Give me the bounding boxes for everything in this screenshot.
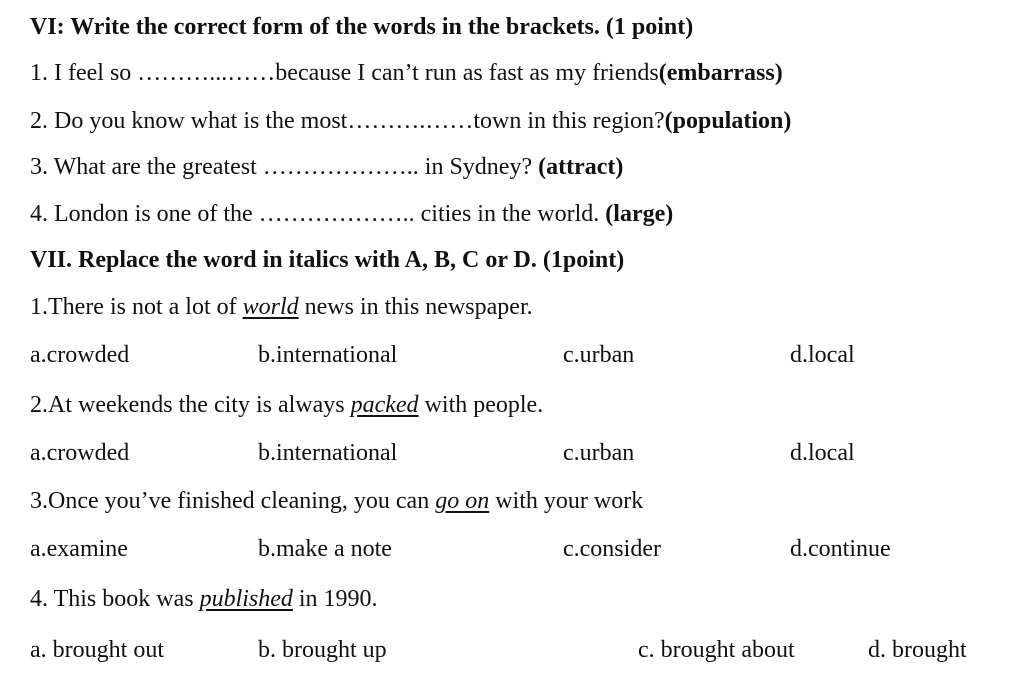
section-6-item-4: 4. London is one of the ……………….. cities in the world. (large) bbox=[30, 201, 674, 227]
option-d: d.local bbox=[790, 342, 855, 368]
option-b: b.international bbox=[258, 440, 398, 466]
italic-word: go on bbox=[435, 488, 490, 514]
option-d: d. brought bbox=[868, 637, 967, 663]
italic-word: packed bbox=[350, 392, 419, 418]
question-3: 3.Once you’ve finished cleaning, you can go on with your work bbox=[30, 488, 644, 514]
option-c: c. brought about bbox=[638, 637, 795, 663]
section-6-item-3: 3. What are the greatest ……………….. in Sydney? (attract) bbox=[30, 154, 624, 180]
option-d: d.local bbox=[790, 440, 855, 466]
word-hint: (embarrass) bbox=[658, 60, 783, 86]
word-hint: (population) bbox=[664, 108, 792, 134]
question-3-options bbox=[0, 534, 1024, 564]
section-7-heading: VII. Replace the word in italics with A, B, C or D. (1point) bbox=[30, 247, 625, 273]
option-a: a.examine bbox=[30, 536, 128, 562]
word-hint: (attract) bbox=[538, 154, 624, 180]
option-b: b. brought up bbox=[258, 637, 387, 663]
answer-blank: ……………….. bbox=[262, 154, 419, 180]
question-2-options bbox=[0, 438, 1024, 468]
option-a: a.crowded bbox=[30, 342, 130, 368]
question-2: 2.At weekends the city is always packed with people. bbox=[30, 392, 544, 418]
option-c: c.urban bbox=[563, 342, 635, 368]
option-b: b.international bbox=[258, 342, 398, 368]
section-6-item-2: 2. Do you know what is the most……….……town in this region?(population) bbox=[30, 108, 792, 134]
option-b: b.make a note bbox=[258, 536, 392, 562]
option-c: c.consider bbox=[563, 536, 661, 562]
question-1-options bbox=[0, 340, 1024, 370]
option-d: d.continue bbox=[790, 536, 891, 562]
italic-word: published bbox=[199, 586, 293, 612]
option-c: c.urban bbox=[563, 440, 635, 466]
italic-word: world bbox=[242, 294, 299, 320]
word-hint: (large) bbox=[605, 201, 674, 227]
section-6-heading: VI: Write the correct form of the words in the brackets. (1 point) bbox=[30, 14, 694, 40]
question-1: 1.There is not a lot of world news in this newspaper. bbox=[30, 294, 533, 320]
answer-blank: ……………….. bbox=[258, 201, 415, 227]
answer-blank: ……….…… bbox=[347, 108, 474, 134]
question-4-options bbox=[0, 635, 1024, 665]
option-a: a.crowded bbox=[30, 440, 130, 466]
answer-blank: ………...…… bbox=[137, 60, 276, 86]
option-a: a. brought out bbox=[30, 637, 164, 663]
section-6-item-1: 1. I feel so ………...……because I can’t run as fast as my friends(embarrass) bbox=[30, 60, 783, 86]
question-4: 4. This book was published in 1990. bbox=[30, 586, 378, 612]
